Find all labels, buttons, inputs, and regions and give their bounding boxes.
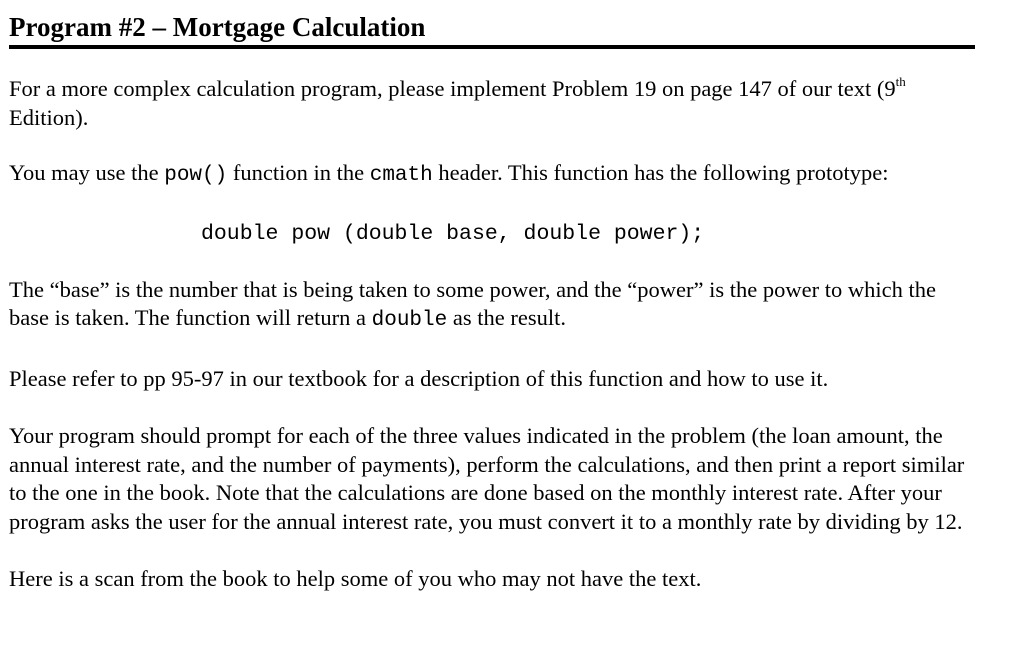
pow-text-3: header. This function has the following prototype: xyxy=(432,160,889,185)
refer-paragraph: Please refer to pp 95-97 in our textbook for a description of this function and how to use it. xyxy=(9,365,829,391)
spacer xyxy=(9,132,975,159)
spacer xyxy=(9,248,975,276)
intro-text: For a more complex calculation program, please implement Problem 19 on page 147 of our text (9 xyxy=(9,76,896,101)
spacer xyxy=(9,336,975,365)
prototype-code-line: double pow (double base, double power); xyxy=(201,221,705,246)
intro-text-end: Edition). xyxy=(9,104,89,130)
intro-paragraph xyxy=(9,75,975,132)
document-page xyxy=(9,0,975,594)
spacer xyxy=(9,191,975,220)
base-paragraph xyxy=(9,276,975,336)
pow-code: pow() xyxy=(164,164,228,187)
spacer xyxy=(9,49,975,75)
spacer xyxy=(9,393,975,422)
program-paragraph: Your program should prompt for each of the three values indicated in the problem (the loan amount, the annual interest rate, and the number of payments), perform the calculations, and then print a report similar to the one in the book. Note that the calculations are done based on the monthly interest rate. After your program asks the user for the annual interest rate, you must convert it to a monthly rate by dividing by 12. xyxy=(9,423,965,534)
pow-paragraph xyxy=(9,159,975,191)
base-text-1: The “base” is the number that is being taken to some power, and the “power” is the power to which the base is taken. The function will return a xyxy=(9,276,936,330)
scan-paragraph: Here is a scan from the book to help some of you who may not have the text. xyxy=(9,566,702,591)
pow-text-2: function in the xyxy=(227,160,370,185)
page-title: Program #2 – Mortgage Calculation xyxy=(9,11,975,49)
edition-superscript: th xyxy=(895,73,906,89)
pow-text-1: You may use the xyxy=(9,160,165,185)
spacer xyxy=(9,536,975,565)
cmath-code: cmath xyxy=(369,164,433,187)
base-text-2: as the result. xyxy=(447,305,566,330)
double-code: double xyxy=(371,309,448,332)
